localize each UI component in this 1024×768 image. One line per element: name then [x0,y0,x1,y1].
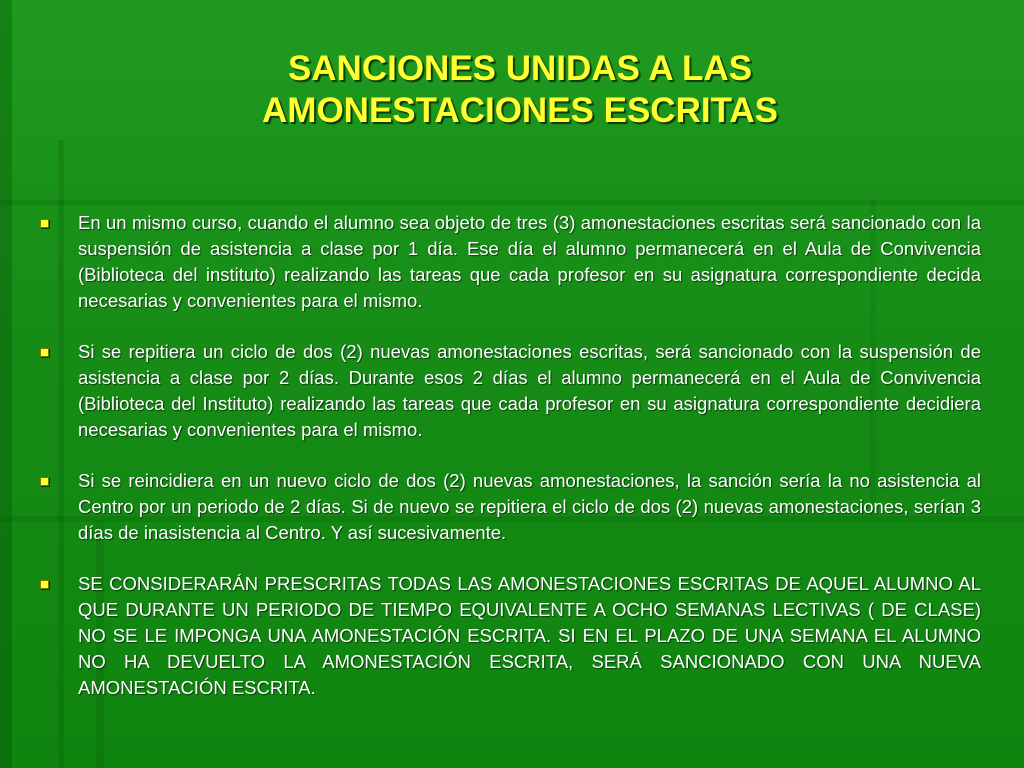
list-item-text: Si se repitiera un ciclo de dos (2) nuevas amonestaciones escritas, será sancionado con la suspensión de asistencia a clase por 2 días. Durante esos 2 días el alumno permanecerá en el Aula de Convivencia (Biblioteca del Instituto) realizando las tareas que cada profesor en su asignatura correspondiente decidiera necesarias y convenientes para el mismo. [78,341,981,440]
list-item [36,210,981,314]
list-item [36,571,981,701]
square-bullet-icon [40,219,49,228]
square-bullet-icon [40,348,49,357]
slide-title-line-1: SANCIONES UNIDAS A LAS [287,49,753,88]
decorative-bar [0,200,1024,205]
slide-title [140,48,900,132]
list-item-text: En un mismo curso, cuando el alumno sea objeto de tres (3) amonestaciones escritas será sancionado con la suspensión de asistencia a clase por 1 día. Ese día el alumno permanecerá en el Aula de Convivencia (Biblioteca del instituto) realizando las tareas que cada profesor en su asignatura correspondiente decida necesarias y convenientes para el mismo. [78,212,981,311]
list-item-text: SE CONSIDERARÁN PRESCRITAS TODAS LAS AMONESTACIONES ESCRITAS DE AQUEL ALUMNO AL QUE DURANTE UN PERIODO DE TIEMPO EQUIVALENTE A OCHO SEMANAS LECTIVAS ( DE CLASE) NO SE LE IMPONGA UNA AMONESTACIÓN ESCRITA. SI EN EL PLAZO DE UNA SEMANA EL ALUMNO NO HA DEVUELTO LA AMONESTACIÓN ESCRITA, SERÁ SANCIONADO CON UNA NUEVA AMONESTACIÓN ESCRITA. [78,573,981,698]
list-item-text: Si se reincidiera en un nuevo ciclo de dos (2) nuevas amonestaciones, la sanción sería la no asistencia al Centro por un periodo de 2 días. Si de nuevo se repitiera el ciclo de dos (2) nuevas amonestaciones, serían 3 días de inasistencia al Centro. Y así sucesivamente. [78,470,981,543]
square-bullet-icon [40,477,49,486]
list-item [36,339,981,443]
list-item [36,468,981,546]
square-bullet-icon [40,580,49,589]
bullet-list [36,210,981,726]
slide-title-line-2: AMONESTACIONES ESCRITAS [262,91,778,130]
decorative-bar [0,0,12,768]
